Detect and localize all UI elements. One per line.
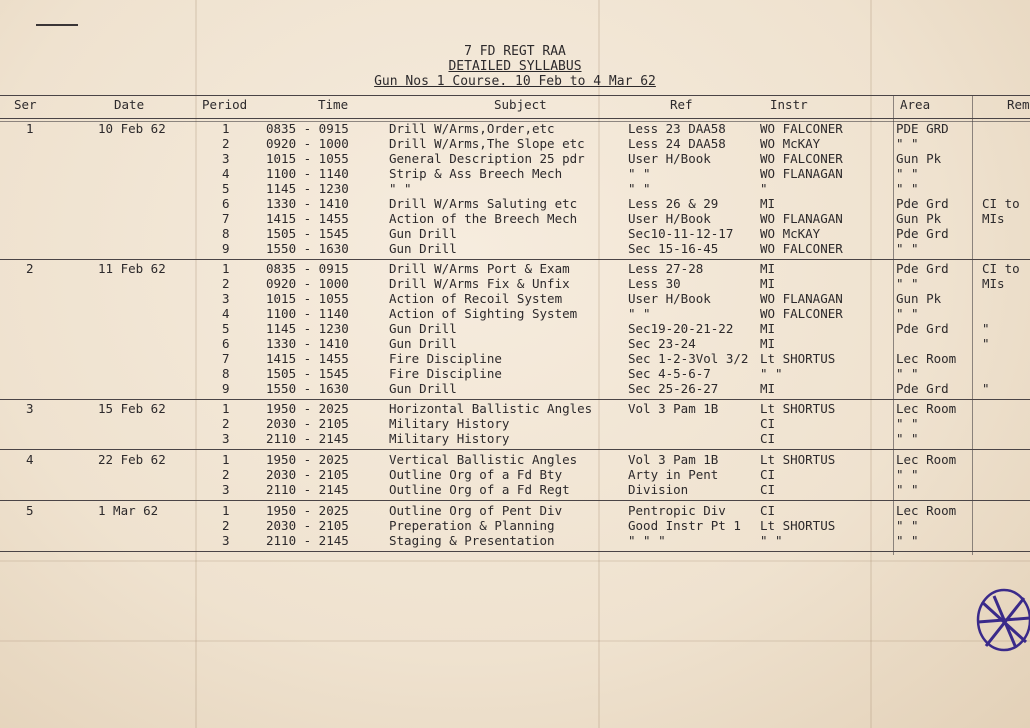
period-number: 3 — [222, 482, 230, 497]
instructor-name: CI — [760, 482, 776, 497]
subject-text: Drill W/Arms,Order,etc — [389, 121, 555, 136]
reference-text: Sec 23-24 — [628, 336, 696, 351]
instructor-name: Lt SHORTUS — [760, 518, 836, 533]
period-number: 8 — [222, 366, 230, 381]
column-header: Period — [202, 97, 248, 112]
reference-text: Vol 3 Pam 1B — [628, 401, 719, 416]
time-slot: 1330 - 1410 — [266, 196, 349, 211]
instructor-name: WO FALCONER — [760, 306, 843, 321]
period-number: 7 — [222, 211, 230, 226]
subject-text: " " — [389, 181, 412, 196]
period-number: 1 — [222, 401, 230, 416]
time-slot: 1550 - 1630 — [266, 381, 349, 396]
instructor-name: Lt SHORTUS — [760, 452, 836, 467]
instructor-name: CI — [760, 431, 776, 446]
reference-text: Sec 1-2-3Vol 3/2 — [628, 351, 749, 366]
header-rule-top — [0, 95, 1030, 96]
instructor-name: WO FALCONER — [760, 241, 843, 256]
period-number: 8 — [222, 226, 230, 241]
column-header: Area — [900, 97, 931, 112]
period-number: 7 — [222, 351, 230, 366]
period-number: 2 — [222, 136, 230, 151]
instructor-name: WO FLANAGAN — [760, 211, 843, 226]
time-slot: 2110 - 2145 — [266, 533, 349, 548]
corner-mark — [36, 24, 78, 26]
instructor-name: Lt SHORTUS — [760, 401, 836, 416]
training-area: Lec Room — [896, 452, 957, 467]
training-area: " " — [896, 366, 919, 381]
period-number: 3 — [222, 533, 230, 548]
subject-text: Preperation & Planning — [389, 518, 555, 533]
serial-number: 4 — [26, 452, 34, 467]
ink-cross-mark — [972, 588, 1030, 654]
section-divider — [0, 449, 1030, 450]
instructor-name: WO FLANAGAN — [760, 166, 843, 181]
session-date: 15 Feb 62 — [98, 401, 166, 416]
subject-text: Strip & Ass Breech Mech — [389, 166, 563, 181]
instructor-name: " " — [760, 366, 783, 381]
training-area: Pde Grd — [896, 226, 949, 241]
reference-text: Sec 4-5-6-7 — [628, 366, 711, 381]
subject-text: Horizontal Ballistic Angles — [389, 401, 593, 416]
reference-text: Vol 3 Pam 1B — [628, 452, 719, 467]
subject-text: Gun Drill — [389, 241, 457, 256]
section-divider — [0, 551, 1030, 552]
reference-text: Arty in Pent — [628, 467, 719, 482]
column-header: Date — [114, 97, 145, 112]
remarks-text: CI to — [982, 196, 1020, 211]
instructor-name: MI — [760, 261, 776, 276]
time-slot: 1415 - 1455 — [266, 211, 349, 226]
rem-column-divider — [972, 95, 973, 555]
reference-text: " " — [628, 306, 651, 321]
time-slot: 2030 - 2105 — [266, 416, 349, 431]
subject-text: Staging & Presentation — [389, 533, 555, 548]
fold-crease — [195, 0, 197, 728]
reference-text: Sec10-11-12-17 — [628, 226, 734, 241]
training-area: Pde Grd — [896, 381, 949, 396]
serial-number: 5 — [26, 503, 34, 518]
time-slot: 1015 - 1055 — [266, 291, 349, 306]
time-slot: 2110 - 2145 — [266, 431, 349, 446]
period-number: 6 — [222, 196, 230, 211]
instructor-name: WO FALCONER — [760, 121, 843, 136]
training-area: Pde Grd — [896, 196, 949, 211]
reference-text: Division — [628, 482, 689, 497]
reference-text: Less 24 DAA58 — [628, 136, 726, 151]
subject-text: Action of Recoil System — [389, 291, 563, 306]
fold-crease — [0, 640, 1030, 642]
training-area: " " — [896, 482, 919, 497]
training-area: Lec Room — [896, 503, 957, 518]
period-number: 1 — [222, 121, 230, 136]
subject-text: Drill W/Arms,The Slope etc — [389, 136, 585, 151]
subject-text: Fire Discipline — [389, 351, 502, 366]
subject-text: Outline Org of a Fd Regt — [389, 482, 570, 497]
instructor-name: WO McKAY — [760, 136, 821, 151]
subject-text: Military History — [389, 416, 510, 431]
period-number: 1 — [222, 452, 230, 467]
training-area: " " — [896, 306, 919, 321]
session-date: 10 Feb 62 — [98, 121, 166, 136]
instructor-name: WO McKAY — [760, 226, 821, 241]
training-area: Lec Room — [896, 351, 957, 366]
column-header: Rem — [1007, 97, 1030, 112]
time-slot: 1145 - 1230 — [266, 181, 349, 196]
section-divider — [0, 399, 1030, 400]
time-slot: 1950 - 2025 — [266, 401, 349, 416]
time-slot: 0920 - 1000 — [266, 136, 349, 151]
column-header: Instr — [770, 97, 808, 112]
training-area: " " — [896, 467, 919, 482]
time-slot: 2030 - 2105 — [266, 467, 349, 482]
reference-text: Less 26 & 29 — [628, 196, 719, 211]
period-number: 9 — [222, 241, 230, 256]
period-number: 6 — [222, 336, 230, 351]
time-slot: 1505 - 1545 — [266, 226, 349, 241]
training-area: Pde Grd — [896, 321, 949, 336]
subject-text: Action of Sighting System — [389, 306, 578, 321]
subject-text: Outline Org of a Fd Bty — [389, 467, 563, 482]
subject-text: Military History — [389, 431, 510, 446]
subject-text: Gun Drill — [389, 381, 457, 396]
remarks-text: " — [982, 321, 990, 336]
unit-heading: 7 FD REGT RAA — [464, 44, 566, 59]
time-slot: 2110 - 2145 — [266, 482, 349, 497]
session-date: 1 Mar 62 — [98, 503, 159, 518]
column-header: Ref — [670, 97, 693, 112]
period-number: 2 — [222, 467, 230, 482]
period-number: 5 — [222, 181, 230, 196]
reference-text: Less 27-28 — [628, 261, 704, 276]
period-number: 5 — [222, 321, 230, 336]
time-slot: 1415 - 1455 — [266, 351, 349, 366]
time-slot: 0835 - 0915 — [266, 261, 349, 276]
period-number: 4 — [222, 306, 230, 321]
period-number: 3 — [222, 431, 230, 446]
fold-crease — [0, 560, 1030, 562]
remarks-text: " — [982, 336, 990, 351]
time-slot: 0920 - 1000 — [266, 276, 349, 291]
training-area: " " — [896, 533, 919, 548]
reference-text: Good Instr Pt 1 — [628, 518, 741, 533]
reference-text: Sec 15-16-45 — [628, 241, 719, 256]
reference-text: User H/Book — [628, 211, 711, 226]
training-area: " " — [896, 416, 919, 431]
period-number: 2 — [222, 518, 230, 533]
period-number: 9 — [222, 381, 230, 396]
instructor-name: " " — [760, 533, 783, 548]
subject-text: General Description 25 pdr — [389, 151, 585, 166]
subject-text: Gun Drill — [389, 321, 457, 336]
time-slot: 1100 - 1140 — [266, 166, 349, 181]
subject-text: Outline Org of Pent Div — [389, 503, 563, 518]
serial-number: 3 — [26, 401, 34, 416]
subject-text: Drill W/Arms Fix & Unfix — [389, 276, 570, 291]
reference-text: User H/Book — [628, 291, 711, 306]
period-number: 3 — [222, 151, 230, 166]
training-area: Lec Room — [896, 401, 957, 416]
instructor-name: WO FLANAGAN — [760, 291, 843, 306]
instructor-name: CI — [760, 503, 776, 518]
time-slot: 1145 - 1230 — [266, 321, 349, 336]
subject-text: Gun Drill — [389, 226, 457, 241]
time-slot: 2030 - 2105 — [266, 518, 349, 533]
training-area: " " — [896, 276, 919, 291]
subject-text: Action of the Breech Mech — [389, 211, 578, 226]
instructor-name: " — [760, 181, 768, 196]
reference-text: " " — [628, 181, 651, 196]
period-number: 2 — [222, 276, 230, 291]
time-slot: 1015 - 1055 — [266, 151, 349, 166]
training-area: " " — [896, 136, 919, 151]
subject-text: Vertical Ballistic Angles — [389, 452, 578, 467]
fold-crease — [598, 0, 600, 728]
column-header: Ser — [14, 97, 37, 112]
subject-text: Drill W/Arms Port & Exam — [389, 261, 570, 276]
reference-text: Sec 25-26-27 — [628, 381, 719, 396]
reference-text: Pentropic Div — [628, 503, 726, 518]
training-area: " " — [896, 431, 919, 446]
time-slot: 0835 - 0915 — [266, 121, 349, 136]
serial-number: 1 — [26, 121, 34, 136]
reference-text: User H/Book — [628, 151, 711, 166]
reference-text: " " — [628, 166, 651, 181]
instructor-name: MI — [760, 381, 776, 396]
subject-text: Fire Discipline — [389, 366, 502, 381]
remarks-text: " — [982, 381, 990, 396]
column-header: Subject — [494, 97, 547, 112]
period-number: 3 — [222, 291, 230, 306]
training-area: Pde Grd — [896, 261, 949, 276]
period-number: 2 — [222, 416, 230, 431]
column-header: Time — [318, 97, 349, 112]
training-area: Gun Pk — [896, 291, 942, 306]
reference-text: Less 30 — [628, 276, 681, 291]
training-area: Gun Pk — [896, 151, 942, 166]
time-slot: 1950 - 2025 — [266, 503, 349, 518]
instructor-name: MI — [760, 196, 776, 211]
session-date: 22 Feb 62 — [98, 452, 166, 467]
reference-text: Sec19-20-21-22 — [628, 321, 734, 336]
reference-text: Less 23 DAA58 — [628, 121, 726, 136]
instructor-name: Lt SHORTUS — [760, 351, 836, 366]
session-date: 11 Feb 62 — [98, 261, 166, 276]
instructor-name: MI — [760, 336, 776, 351]
subject-text: Drill W/Arms Saluting etc — [389, 196, 578, 211]
section-divider — [0, 500, 1030, 501]
period-number: 4 — [222, 166, 230, 181]
remarks-text: MIs — [982, 211, 1005, 226]
training-area: " " — [896, 241, 919, 256]
course-subtitle: Gun Nos 1 Course. 10 Feb to 4 Mar 62 — [374, 74, 656, 89]
instructor-name: WO FALCONER — [760, 151, 843, 166]
section-divider — [0, 259, 1030, 260]
training-area: PDE GRD — [896, 121, 949, 136]
remarks-text: CI to — [982, 261, 1020, 276]
time-slot: 1330 - 1410 — [266, 336, 349, 351]
remarks-text: MIs — [982, 276, 1005, 291]
reference-text: " " " — [628, 533, 666, 548]
training-area: Gun Pk — [896, 211, 942, 226]
subject-text: Gun Drill — [389, 336, 457, 351]
instructor-name: MI — [760, 321, 776, 336]
instructor-name: CI — [760, 416, 776, 431]
training-area: " " — [896, 181, 919, 196]
time-slot: 1100 - 1140 — [266, 306, 349, 321]
area-column-divider — [893, 95, 894, 555]
instructor-name: CI — [760, 467, 776, 482]
training-area: " " — [896, 518, 919, 533]
document-title: DETAILED SYLLABUS — [448, 59, 582, 74]
time-slot: 1505 - 1545 — [266, 366, 349, 381]
period-number: 1 — [222, 503, 230, 518]
period-number: 1 — [222, 261, 230, 276]
serial-number: 2 — [26, 261, 34, 276]
instructor-name: MI — [760, 276, 776, 291]
time-slot: 1550 - 1630 — [266, 241, 349, 256]
header-rule-bottom — [0, 118, 1030, 119]
fold-crease — [870, 0, 872, 728]
time-slot: 1950 - 2025 — [266, 452, 349, 467]
training-area: " " — [896, 166, 919, 181]
